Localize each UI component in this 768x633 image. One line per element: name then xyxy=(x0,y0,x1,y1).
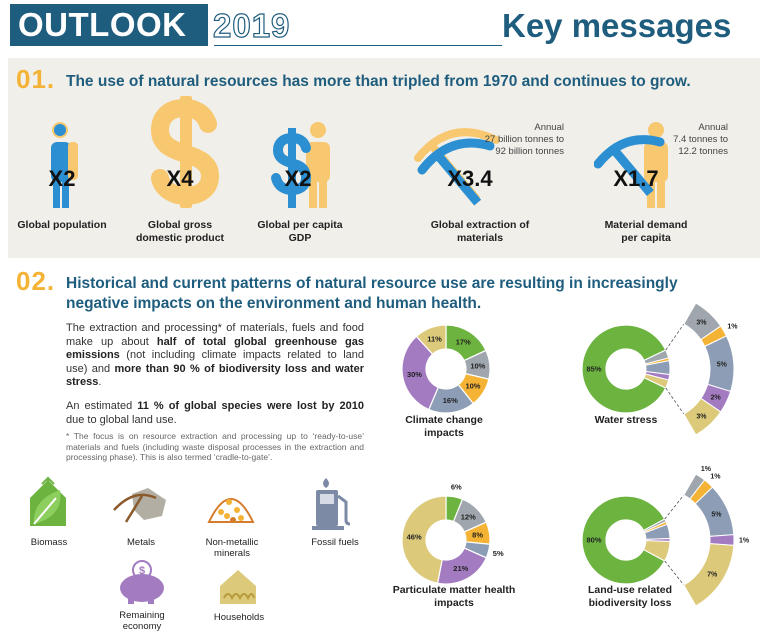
key-messages-title: Key messages xyxy=(502,7,732,44)
para2-bold-b: 11 % of global species were lost by 2010 xyxy=(137,400,364,412)
slice-label-remaining: 30% xyxy=(406,369,422,379)
annual-from: 7.4 tonnes to xyxy=(673,134,728,145)
section-2-title-line2: negative impacts on the environment and human health. xyxy=(66,295,482,312)
slice-label-households: 46% xyxy=(406,532,422,542)
demand-multiplier: X1.7 xyxy=(613,166,659,191)
para1-bold-d: more than 90 % of biodiversity loss and water stress xyxy=(66,362,364,388)
chart-title-land-use: Land-use related biodiversity loss xyxy=(587,584,673,609)
sector-fossil-fuels: Fossil fuels xyxy=(311,537,359,548)
explode-connector xyxy=(665,495,684,519)
sector-households: Households xyxy=(213,612,265,623)
slice-label-metals: 12% xyxy=(460,512,476,522)
population-multiplier: X2 xyxy=(48,166,76,191)
section-2-number: 02. xyxy=(16,266,56,296)
slice-label-non_metallic: 8% xyxy=(472,530,484,540)
slice-label-biomass: 6% xyxy=(450,482,462,492)
gdp-label: Global gross domestic product xyxy=(135,219,225,244)
annual-title: Annual xyxy=(698,122,728,133)
para1-text-c: (not including climate impacts related to land use) and xyxy=(66,349,364,375)
per-capita-gdp-label: Global per capita GDP xyxy=(257,219,343,244)
annual-to: 92 billion tonnes xyxy=(495,146,564,157)
annual-title: Annual xyxy=(534,122,564,133)
para1-text-e: . xyxy=(98,376,102,388)
slice-label-remaining: 21% xyxy=(453,563,469,573)
para2-text-a: An estimated xyxy=(66,400,138,412)
exploded-label-metals: 1% xyxy=(700,466,711,474)
section-1-number: 01. xyxy=(16,64,56,94)
exploded-label-remaining: 1% xyxy=(738,537,750,545)
donut-particulate xyxy=(402,482,504,584)
explode-connector xyxy=(666,388,684,414)
slice-label-fossil: 5% xyxy=(492,549,504,559)
explode-connector xyxy=(665,561,684,585)
para1-text-a: The extraction and processing* of materials, fuels and food make up about xyxy=(66,322,364,348)
annual-from: 27 billion tonnes to xyxy=(484,134,564,145)
donut-climate xyxy=(402,325,490,413)
population-label: Global population xyxy=(17,219,107,231)
annual-to: 12.2 tonnes xyxy=(678,146,728,157)
demand-label: Material demand per capita xyxy=(604,219,688,244)
para2-text-c: due to global land use. xyxy=(66,413,177,426)
section-1-title: The use of natural resources has more than tripled from 1970 and continues to grow. xyxy=(66,73,691,90)
exploded-label-fossil: 5% xyxy=(716,361,727,369)
chart-title-water: Water stress xyxy=(594,414,658,426)
slice-label-biomass: 17% xyxy=(455,337,471,347)
outlook-title: OUTLOOK xyxy=(10,4,208,46)
year-title: 2019 xyxy=(213,7,291,44)
chart-title-particulate: Particulate matter health impacts xyxy=(392,584,516,609)
extraction-label: Global extraction of materials xyxy=(430,219,530,244)
sector-non-metallic: Non-metallic minerals xyxy=(205,537,259,559)
chart-title-climate: Climate change impacts xyxy=(405,414,483,439)
slice-label-metals: 10% xyxy=(470,361,486,371)
exploded-label-metals: 3% xyxy=(696,319,707,327)
slice-label-biomass: 80% xyxy=(586,535,602,545)
explode-connector xyxy=(666,324,684,350)
slice-label-biomass: 85% xyxy=(586,364,602,374)
exploded-label-non_metallic: 1% xyxy=(710,473,721,481)
exploded-label-households: 3% xyxy=(696,413,707,421)
section-2-title-line1: Historical and current patterns of natural resource use are resulting in increasingly xyxy=(66,275,678,292)
gdp-multiplier: X4 xyxy=(166,166,194,191)
sector-biomass: Biomass xyxy=(30,537,68,548)
exploded-label-fossil: 5% xyxy=(711,511,722,519)
sector-remaining-economy: Remaining economy xyxy=(119,610,165,632)
extraction-multiplier: X3.4 xyxy=(447,166,493,191)
exploded-label-households: 7% xyxy=(707,571,718,579)
per-capita-gdp-multiplier: X2 xyxy=(284,166,312,191)
exploded-label-non_metallic: 1% xyxy=(727,323,738,331)
slice-label-households: 11% xyxy=(427,334,442,344)
para1-bold-b: half of total global greenhouse gas emissions xyxy=(66,335,364,361)
footnote: * The focus is on resource extraction and processing up to ‘ready-to-use’ materials and fuels (including waste disposal processes in the extraction and processing phase). This is also termed ‘cradle-to-gate’. xyxy=(66,431,364,462)
svg-text:$: $ xyxy=(138,565,146,577)
exploded-label-remaining: 2% xyxy=(710,394,721,402)
sector-metals: Metals xyxy=(127,537,155,548)
slice-label-non_metallic: 10% xyxy=(465,381,481,391)
slice-label-fossil: 16% xyxy=(442,396,458,406)
